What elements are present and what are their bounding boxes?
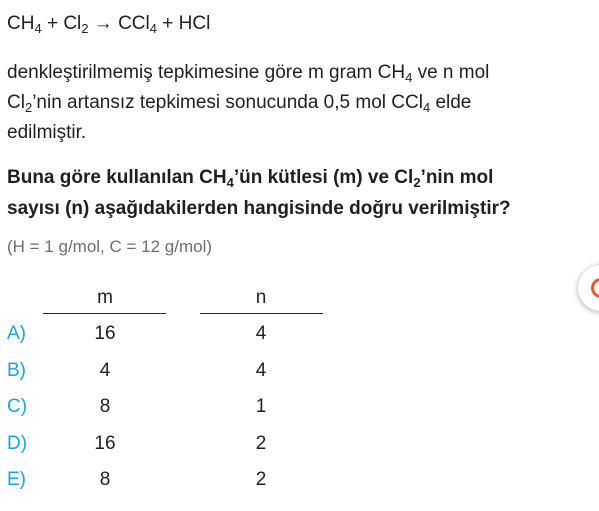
text: Buna göre kullanılan CH (7, 167, 227, 188)
text: denkleştirilmemiş tepkimesine göre m gram CH (7, 62, 406, 83)
subscript: 2 (24, 100, 33, 115)
text: elde (430, 92, 472, 113)
paragraph-line-2 (7, 92, 471, 114)
text: ’nin mol (420, 167, 494, 188)
question-line-2: sayısı (n) aşağıdakilerden hangisinde doğru verilmiştir? (7, 198, 511, 219)
answer-option-b[interactable] (0, 360, 340, 390)
answer-option-c[interactable] (0, 396, 340, 426)
answer-option-a[interactable] (0, 323, 340, 353)
option-n-value: 1 (255, 396, 267, 417)
eq-text: + HCl (157, 13, 211, 34)
answer-option-d[interactable] (0, 433, 340, 463)
option-n-value: 2 (255, 433, 267, 454)
subscript: 4 (226, 175, 234, 190)
option-label[interactable]: E) (7, 469, 26, 490)
question-line-1 (7, 167, 493, 189)
text: ’ün kütlesi (m) ve Cl (233, 167, 414, 188)
reaction-equation (7, 13, 210, 35)
eq-text: + Cl (41, 13, 82, 34)
option-m-value: 4 (99, 360, 111, 381)
floating-action-button[interactable] (578, 265, 599, 311)
option-n-value: 4 (255, 323, 267, 344)
eq-subscript: 4 (34, 21, 42, 36)
option-label[interactable]: C) (7, 396, 28, 417)
option-m-value: 16 (94, 323, 116, 344)
eq-subscript: 4 (149, 21, 157, 36)
option-label[interactable]: D) (7, 433, 28, 454)
text: Cl (7, 92, 25, 113)
eq-text: → CCl (88, 13, 150, 34)
header-underline-n (200, 313, 323, 314)
paragraph-line-1 (7, 62, 489, 84)
option-label[interactable]: B) (7, 360, 26, 381)
refresh-icon (591, 278, 599, 298)
paragraph-line-3: edilmiştir. (7, 122, 87, 143)
subscript: 2 (413, 175, 421, 190)
column-header-m: m (97, 287, 113, 308)
option-label[interactable]: A) (7, 323, 26, 344)
answer-option-e[interactable] (0, 469, 340, 499)
option-m-value: 8 (99, 396, 111, 417)
option-n-value: 2 (255, 469, 267, 490)
option-m-value: 8 (99, 469, 111, 490)
molar-mass-note: (H = 1 g/mol, C = 12 g/mol) (7, 237, 213, 256)
subscript: 4 (405, 70, 413, 85)
text: ve n mol (412, 62, 490, 83)
header-underline-m (43, 313, 166, 314)
subscript: 4 (422, 100, 431, 115)
eq-subscript: 2 (81, 21, 89, 36)
option-m-value: 16 (94, 433, 116, 454)
option-n-value: 4 (255, 360, 267, 381)
text: ’nin artansız tepkimesi sonucunda 0,5 mol CCl (32, 92, 423, 113)
column-header-n: n (255, 287, 267, 308)
eq-text: CH (7, 13, 35, 34)
